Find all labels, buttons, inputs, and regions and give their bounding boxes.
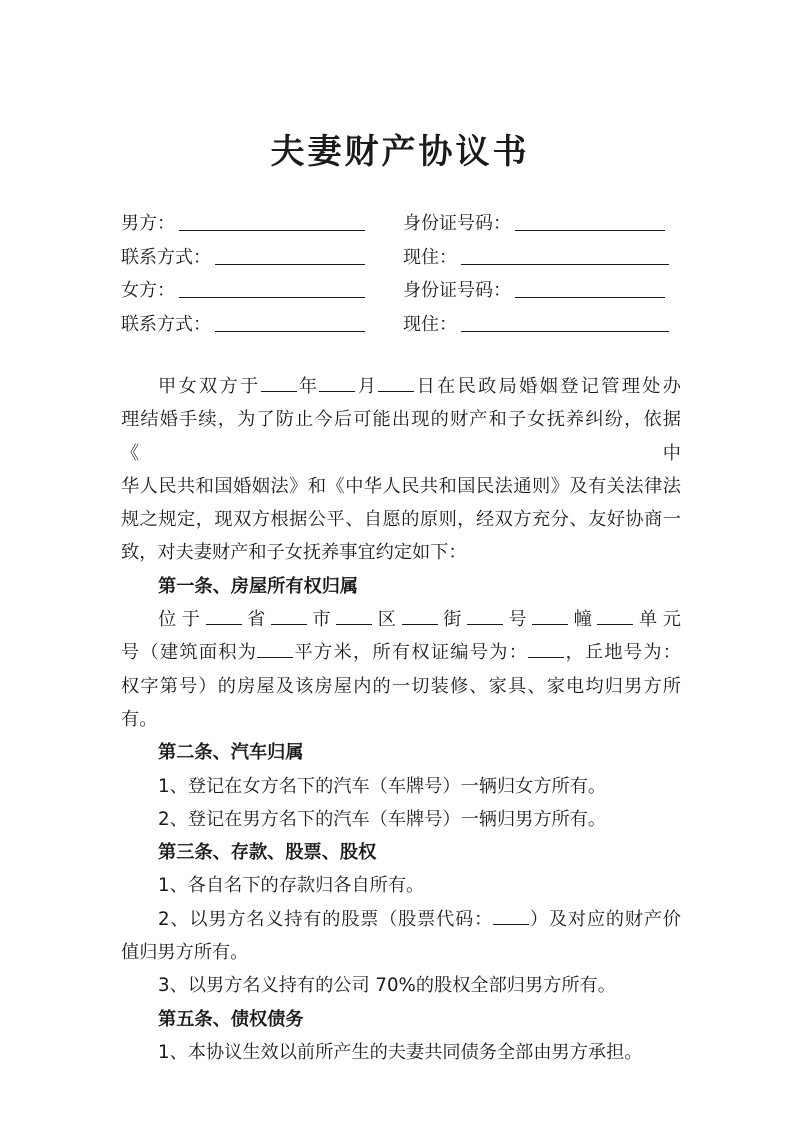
intro-line: 华人民共和国婚姻法》和《中华人民共和国民法通则》及有关法律法 <box>121 475 681 497</box>
stock-code-blank[interactable] <box>493 923 529 925</box>
female-contact-blank[interactable] <box>215 309 365 332</box>
male-address-label: 现住： <box>403 246 457 268</box>
female-contact-label: 联系方式： <box>121 313 211 335</box>
article3-line: 值归男方所有。 <box>121 942 249 964</box>
male-id-label: 身份证号码： <box>403 213 511 234</box>
male-address-field <box>403 240 669 274</box>
number-blank[interactable] <box>467 623 503 625</box>
intro-paragraph <box>121 370 681 570</box>
intro-line: 理结婚手续，为了防止今后可能出现的财产和子女抚养纠纷，依据《中 <box>121 409 681 464</box>
field-row <box>121 206 681 240</box>
article1-heading: 第一条、房屋所有权归属 <box>158 575 359 597</box>
female-name-blank[interactable] <box>179 275 365 298</box>
male-field <box>121 206 403 240</box>
male-id-field <box>403 206 665 240</box>
article2-item: 2、登记在男方名下的汽车（车牌号）一辆归男方所有。 <box>158 808 607 830</box>
article3-item <box>121 903 681 970</box>
article3-heading: 第三条、存款、股票、股权 <box>158 842 377 864</box>
article3-item: 1、各自名下的存款归各自所有。 <box>158 875 425 897</box>
female-address-blank[interactable] <box>461 309 669 332</box>
month-blank[interactable] <box>319 390 355 392</box>
year-blank[interactable] <box>261 390 297 392</box>
field-row <box>121 273 681 307</box>
male-id-blank[interactable] <box>515 208 665 231</box>
intro-line: 规之规定，现双方根据公平、自愿的原则，经双方充分、友好协商一 <box>121 509 681 531</box>
female-field <box>121 273 403 307</box>
male-contact-blank[interactable] <box>215 242 365 265</box>
article1-line: 权字第号）的房屋及该房屋内的一切装修、家具、家电均归男方所有。 <box>121 675 681 730</box>
article2-item: 1、登记在女方名下的汽车（车牌号）一辆归女方所有。 <box>158 775 607 797</box>
article5-item: 1、本协议生效以前所产生的夫妻共同债务全部由男方承担。 <box>158 1041 643 1063</box>
agreement-body <box>121 370 681 1069</box>
unit-blank[interactable] <box>597 623 633 625</box>
female-id-label: 身份证号码： <box>403 280 511 301</box>
area-blank[interactable] <box>257 656 293 658</box>
field-row <box>121 240 681 274</box>
field-row <box>121 307 681 341</box>
female-id-field <box>403 273 665 307</box>
male-contact-field <box>121 240 403 274</box>
street-blank[interactable] <box>402 623 438 625</box>
building-blank[interactable] <box>532 623 568 625</box>
certificate-number-blank[interactable] <box>528 656 564 658</box>
document-title: 夫妻财产协议书 <box>270 132 530 172</box>
article3-item: 3、以男方名义持有的公司 70%的股权全部归男方所有。 <box>158 975 616 997</box>
article1-paragraph <box>121 603 681 736</box>
district-blank[interactable] <box>336 623 372 625</box>
article2-heading: 第二条、汽车归属 <box>158 742 304 764</box>
male-contact-label: 联系方式： <box>121 246 211 268</box>
article1-line: 位于 省 市 区 街 号 幢 单元 <box>158 609 681 631</box>
city-blank[interactable] <box>271 623 307 625</box>
article5-heading: 第五条、债权债务 <box>158 1008 304 1030</box>
female-address-label: 现住： <box>403 313 457 335</box>
intro-line: 致，对夫妻财产和子女抚养事宜约定如下： <box>121 542 467 564</box>
party-info-fields <box>121 206 681 340</box>
female-contact-field <box>121 307 403 341</box>
article3-line: 2、以男方名义持有的股票（股票代码： ）及对应的财产价 <box>158 908 681 930</box>
female-id-blank[interactable] <box>515 275 665 298</box>
male-label: 男方： <box>121 213 175 234</box>
article1-line: 号（建筑面积为 平方米，所有权证编号为： ，丘地号为： <box>121 642 681 664</box>
male-address-blank[interactable] <box>461 242 669 265</box>
province-blank[interactable] <box>206 623 242 625</box>
intro-line: 甲女双方于 年 月 日在民政局婚姻登记管理处办 <box>158 376 681 397</box>
day-blank[interactable] <box>378 390 414 392</box>
female-address-field <box>403 307 669 341</box>
female-label: 女方： <box>121 280 175 301</box>
male-name-blank[interactable] <box>179 208 365 231</box>
